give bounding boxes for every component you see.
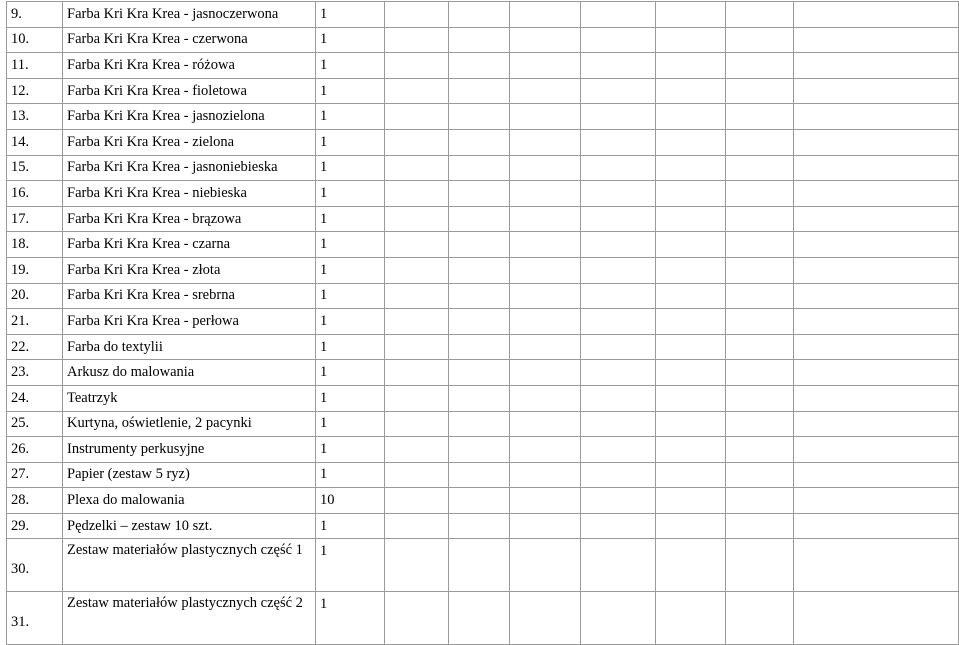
empty-cell bbox=[794, 334, 959, 360]
empty-cell bbox=[726, 232, 794, 258]
empty-cell bbox=[794, 257, 959, 283]
empty-cell bbox=[726, 592, 794, 645]
empty-cell bbox=[794, 129, 959, 155]
empty-cell bbox=[510, 539, 581, 592]
table-row bbox=[7, 181, 959, 207]
table-row bbox=[7, 2, 959, 28]
table-row bbox=[7, 334, 959, 360]
empty-cell bbox=[726, 53, 794, 79]
item-name-cell: Zestaw materiałów plastycznych część 1 bbox=[63, 539, 316, 592]
empty-cell bbox=[510, 257, 581, 283]
empty-cell bbox=[726, 360, 794, 386]
quantity-cell: 1 bbox=[316, 592, 385, 645]
row-number-cell: 22. bbox=[7, 334, 63, 360]
empty-cell bbox=[510, 411, 581, 437]
empty-cell bbox=[794, 488, 959, 514]
table-row bbox=[7, 257, 959, 283]
item-name-cell: Farba Kri Kra Krea - zielona bbox=[63, 129, 316, 155]
empty-cell bbox=[385, 592, 449, 645]
empty-cell bbox=[385, 462, 449, 488]
empty-cell bbox=[385, 513, 449, 539]
table-row bbox=[7, 78, 959, 104]
empty-cell bbox=[656, 78, 726, 104]
empty-cell bbox=[656, 360, 726, 386]
empty-cell bbox=[581, 309, 656, 335]
item-name-cell: Teatrzyk bbox=[63, 385, 316, 411]
quantity-cell: 1 bbox=[316, 155, 385, 181]
empty-cell bbox=[581, 462, 656, 488]
empty-cell bbox=[510, 513, 581, 539]
empty-cell bbox=[656, 104, 726, 130]
item-name-cell: Farba Kri Kra Krea - jasnoniebieska bbox=[63, 155, 316, 181]
empty-cell bbox=[385, 283, 449, 309]
empty-cell bbox=[794, 27, 959, 53]
table-row bbox=[7, 488, 959, 514]
empty-cell bbox=[581, 488, 656, 514]
quantity-cell: 1 bbox=[316, 53, 385, 79]
table-row bbox=[7, 385, 959, 411]
quantity-cell: 1 bbox=[316, 78, 385, 104]
quantity-cell: 1 bbox=[316, 437, 385, 463]
empty-cell bbox=[794, 206, 959, 232]
empty-cell bbox=[656, 309, 726, 335]
table-row bbox=[7, 437, 959, 463]
empty-cell bbox=[581, 411, 656, 437]
empty-cell bbox=[385, 232, 449, 258]
empty-cell bbox=[385, 27, 449, 53]
empty-cell bbox=[385, 539, 449, 592]
empty-cell bbox=[726, 309, 794, 335]
empty-cell bbox=[385, 2, 449, 28]
table-row bbox=[7, 360, 959, 386]
row-number-cell: 9. bbox=[7, 2, 63, 28]
quantity-cell: 1 bbox=[316, 232, 385, 258]
empty-cell bbox=[581, 257, 656, 283]
empty-cell bbox=[656, 539, 726, 592]
quantity-cell: 1 bbox=[316, 539, 385, 592]
item-name-cell: Farba Kri Kra Krea - niebieska bbox=[63, 181, 316, 207]
quantity-cell: 1 bbox=[316, 411, 385, 437]
row-number-cell: 28. bbox=[7, 488, 63, 514]
table-row bbox=[7, 283, 959, 309]
quantity-cell: 1 bbox=[316, 462, 385, 488]
empty-cell bbox=[449, 462, 510, 488]
row-number-cell: 23. bbox=[7, 360, 63, 386]
table-row bbox=[7, 309, 959, 335]
empty-cell bbox=[656, 334, 726, 360]
empty-cell bbox=[794, 437, 959, 463]
row-number-cell: 19. bbox=[7, 257, 63, 283]
empty-cell bbox=[656, 181, 726, 207]
empty-cell bbox=[449, 539, 510, 592]
empty-cell bbox=[510, 206, 581, 232]
empty-cell bbox=[656, 155, 726, 181]
empty-cell bbox=[656, 592, 726, 645]
empty-cell bbox=[581, 53, 656, 79]
empty-cell bbox=[794, 155, 959, 181]
table-row bbox=[7, 206, 959, 232]
empty-cell bbox=[385, 385, 449, 411]
empty-cell bbox=[726, 257, 794, 283]
empty-cell bbox=[385, 360, 449, 386]
empty-cell bbox=[510, 155, 581, 181]
table-row bbox=[7, 539, 959, 592]
empty-cell bbox=[510, 283, 581, 309]
row-number-cell: 16. bbox=[7, 181, 63, 207]
empty-cell bbox=[385, 155, 449, 181]
empty-cell bbox=[726, 206, 794, 232]
quantity-cell: 1 bbox=[316, 334, 385, 360]
row-number-cell: 30. bbox=[7, 539, 63, 592]
empty-cell bbox=[794, 513, 959, 539]
quantity-cell: 1 bbox=[316, 257, 385, 283]
empty-cell bbox=[794, 592, 959, 645]
empty-cell bbox=[726, 513, 794, 539]
item-name-cell: Arkusz do malowania bbox=[63, 360, 316, 386]
quantity-cell: 1 bbox=[316, 513, 385, 539]
empty-cell bbox=[726, 283, 794, 309]
table-row bbox=[7, 27, 959, 53]
empty-cell bbox=[510, 27, 581, 53]
row-number-cell: 11. bbox=[7, 53, 63, 79]
materials-table bbox=[6, 1, 959, 645]
empty-cell bbox=[726, 181, 794, 207]
item-name-cell: Farba Kri Kra Krea - różowa bbox=[63, 53, 316, 79]
item-name-cell: Papier (zestaw 5 ryz) bbox=[63, 462, 316, 488]
empty-cell bbox=[794, 2, 959, 28]
empty-cell bbox=[794, 104, 959, 130]
empty-cell bbox=[656, 283, 726, 309]
empty-cell bbox=[656, 437, 726, 463]
quantity-cell: 1 bbox=[316, 360, 385, 386]
empty-cell bbox=[794, 53, 959, 79]
empty-cell bbox=[581, 592, 656, 645]
empty-cell bbox=[656, 488, 726, 514]
empty-cell bbox=[794, 181, 959, 207]
row-number-cell: 18. bbox=[7, 232, 63, 258]
item-name-cell: Kurtyna, oświetlenie, 2 pacynki bbox=[63, 411, 316, 437]
item-name-cell: Farba Kri Kra Krea - srebrna bbox=[63, 283, 316, 309]
item-name-cell: Farba Kri Kra Krea - perłowa bbox=[63, 309, 316, 335]
table-row bbox=[7, 104, 959, 130]
empty-cell bbox=[656, 385, 726, 411]
empty-cell bbox=[726, 462, 794, 488]
quantity-cell: 1 bbox=[316, 309, 385, 335]
item-name-cell: Farba do textylii bbox=[63, 334, 316, 360]
empty-cell bbox=[794, 462, 959, 488]
empty-cell bbox=[449, 513, 510, 539]
empty-cell bbox=[726, 78, 794, 104]
empty-cell bbox=[385, 181, 449, 207]
empty-cell bbox=[581, 513, 656, 539]
empty-cell bbox=[510, 360, 581, 386]
quantity-cell: 1 bbox=[316, 181, 385, 207]
quantity-cell: 1 bbox=[316, 129, 385, 155]
item-name-cell: Farba Kri Kra Krea - fioletowa bbox=[63, 78, 316, 104]
item-name-cell: Farba Kri Kra Krea - brązowa bbox=[63, 206, 316, 232]
row-number-cell: 31. bbox=[7, 592, 63, 645]
empty-cell bbox=[449, 2, 510, 28]
empty-cell bbox=[794, 411, 959, 437]
empty-cell bbox=[510, 309, 581, 335]
empty-cell bbox=[385, 334, 449, 360]
empty-cell bbox=[794, 360, 959, 386]
empty-cell bbox=[726, 2, 794, 28]
empty-cell bbox=[656, 27, 726, 53]
empty-cell bbox=[656, 462, 726, 488]
empty-cell bbox=[656, 232, 726, 258]
table-row bbox=[7, 129, 959, 155]
empty-cell bbox=[656, 411, 726, 437]
empty-cell bbox=[510, 488, 581, 514]
empty-cell bbox=[510, 129, 581, 155]
table-row bbox=[7, 155, 959, 181]
empty-cell bbox=[449, 232, 510, 258]
empty-cell bbox=[581, 27, 656, 53]
row-number-cell: 27. bbox=[7, 462, 63, 488]
empty-cell bbox=[726, 155, 794, 181]
empty-cell bbox=[449, 27, 510, 53]
table-row bbox=[7, 53, 959, 79]
item-name-cell: Farba Kri Kra Krea - złota bbox=[63, 257, 316, 283]
empty-cell bbox=[726, 129, 794, 155]
empty-cell bbox=[726, 411, 794, 437]
empty-cell bbox=[581, 360, 656, 386]
empty-cell bbox=[581, 334, 656, 360]
item-name-cell: Zestaw materiałów plastycznych część 2 bbox=[63, 592, 316, 645]
item-name-cell: Farba Kri Kra Krea - jasnozielona bbox=[63, 104, 316, 130]
empty-cell bbox=[581, 385, 656, 411]
item-name-cell: Instrumenty perkusyjne bbox=[63, 437, 316, 463]
item-name-cell: Farba Kri Kra Krea - czarna bbox=[63, 232, 316, 258]
empty-cell bbox=[385, 488, 449, 514]
empty-cell bbox=[581, 437, 656, 463]
empty-cell bbox=[385, 411, 449, 437]
quantity-cell: 1 bbox=[316, 27, 385, 53]
empty-cell bbox=[449, 360, 510, 386]
table-row bbox=[7, 513, 959, 539]
empty-cell bbox=[385, 78, 449, 104]
empty-cell bbox=[449, 437, 510, 463]
empty-cell bbox=[726, 104, 794, 130]
item-name-cell: Pędzelki – zestaw 10 szt. bbox=[63, 513, 316, 539]
empty-cell bbox=[794, 283, 959, 309]
empty-cell bbox=[794, 232, 959, 258]
table-row bbox=[7, 462, 959, 488]
empty-cell bbox=[581, 155, 656, 181]
row-number-cell: 12. bbox=[7, 78, 63, 104]
empty-cell bbox=[581, 206, 656, 232]
quantity-cell: 1 bbox=[316, 104, 385, 130]
empty-cell bbox=[794, 78, 959, 104]
empty-cell bbox=[581, 104, 656, 130]
empty-cell bbox=[449, 309, 510, 335]
empty-cell bbox=[726, 334, 794, 360]
row-number-cell: 21. bbox=[7, 309, 63, 335]
empty-cell bbox=[581, 78, 656, 104]
empty-cell bbox=[581, 539, 656, 592]
empty-cell bbox=[385, 309, 449, 335]
empty-cell bbox=[449, 53, 510, 79]
empty-cell bbox=[449, 488, 510, 514]
empty-cell bbox=[449, 104, 510, 130]
empty-cell bbox=[510, 592, 581, 645]
item-name-cell: Plexa do malowania bbox=[63, 488, 316, 514]
empty-cell bbox=[510, 2, 581, 28]
table-row bbox=[7, 411, 959, 437]
empty-cell bbox=[510, 334, 581, 360]
row-number-cell: 25. bbox=[7, 411, 63, 437]
empty-cell bbox=[656, 513, 726, 539]
empty-cell bbox=[449, 385, 510, 411]
empty-cell bbox=[581, 2, 656, 28]
empty-cell bbox=[726, 488, 794, 514]
row-number-cell: 24. bbox=[7, 385, 63, 411]
table-row bbox=[7, 592, 959, 645]
empty-cell bbox=[449, 155, 510, 181]
empty-cell bbox=[385, 104, 449, 130]
item-name-cell: Farba Kri Kra Krea - czerwona bbox=[63, 27, 316, 53]
empty-cell bbox=[385, 257, 449, 283]
item-name-cell: Farba Kri Kra Krea - jasnoczerwona bbox=[63, 2, 316, 28]
quantity-cell: 1 bbox=[316, 206, 385, 232]
empty-cell bbox=[581, 129, 656, 155]
empty-cell bbox=[656, 206, 726, 232]
empty-cell bbox=[510, 53, 581, 79]
empty-cell bbox=[510, 232, 581, 258]
empty-cell bbox=[449, 129, 510, 155]
empty-cell bbox=[656, 129, 726, 155]
empty-cell bbox=[449, 411, 510, 437]
empty-cell bbox=[449, 257, 510, 283]
empty-cell bbox=[385, 437, 449, 463]
empty-cell bbox=[581, 232, 656, 258]
empty-cell bbox=[385, 206, 449, 232]
empty-cell bbox=[794, 539, 959, 592]
quantity-cell: 1 bbox=[316, 385, 385, 411]
empty-cell bbox=[726, 385, 794, 411]
empty-cell bbox=[726, 437, 794, 463]
empty-cell bbox=[510, 104, 581, 130]
empty-cell bbox=[385, 53, 449, 79]
empty-cell bbox=[449, 334, 510, 360]
quantity-cell: 1 bbox=[316, 2, 385, 28]
empty-cell bbox=[794, 309, 959, 335]
row-number-cell: 20. bbox=[7, 283, 63, 309]
row-number-cell: 15. bbox=[7, 155, 63, 181]
empty-cell bbox=[581, 283, 656, 309]
empty-cell bbox=[726, 27, 794, 53]
empty-cell bbox=[449, 592, 510, 645]
empty-cell bbox=[656, 257, 726, 283]
empty-cell bbox=[510, 181, 581, 207]
table-row bbox=[7, 232, 959, 258]
quantity-cell: 1 bbox=[316, 283, 385, 309]
empty-cell bbox=[449, 181, 510, 207]
empty-cell bbox=[656, 2, 726, 28]
row-number-cell: 14. bbox=[7, 129, 63, 155]
empty-cell bbox=[726, 539, 794, 592]
row-number-cell: 26. bbox=[7, 437, 63, 463]
row-number-cell: 17. bbox=[7, 206, 63, 232]
empty-cell bbox=[510, 462, 581, 488]
empty-cell bbox=[510, 78, 581, 104]
empty-cell bbox=[581, 181, 656, 207]
empty-cell bbox=[510, 385, 581, 411]
empty-cell bbox=[449, 283, 510, 309]
empty-cell bbox=[656, 53, 726, 79]
empty-cell bbox=[449, 206, 510, 232]
empty-cell bbox=[794, 385, 959, 411]
empty-cell bbox=[510, 437, 581, 463]
empty-cell bbox=[449, 78, 510, 104]
row-number-cell: 10. bbox=[7, 27, 63, 53]
row-number-cell: 29. bbox=[7, 513, 63, 539]
quantity-cell: 10 bbox=[316, 488, 385, 514]
empty-cell bbox=[385, 129, 449, 155]
row-number-cell: 13. bbox=[7, 104, 63, 130]
